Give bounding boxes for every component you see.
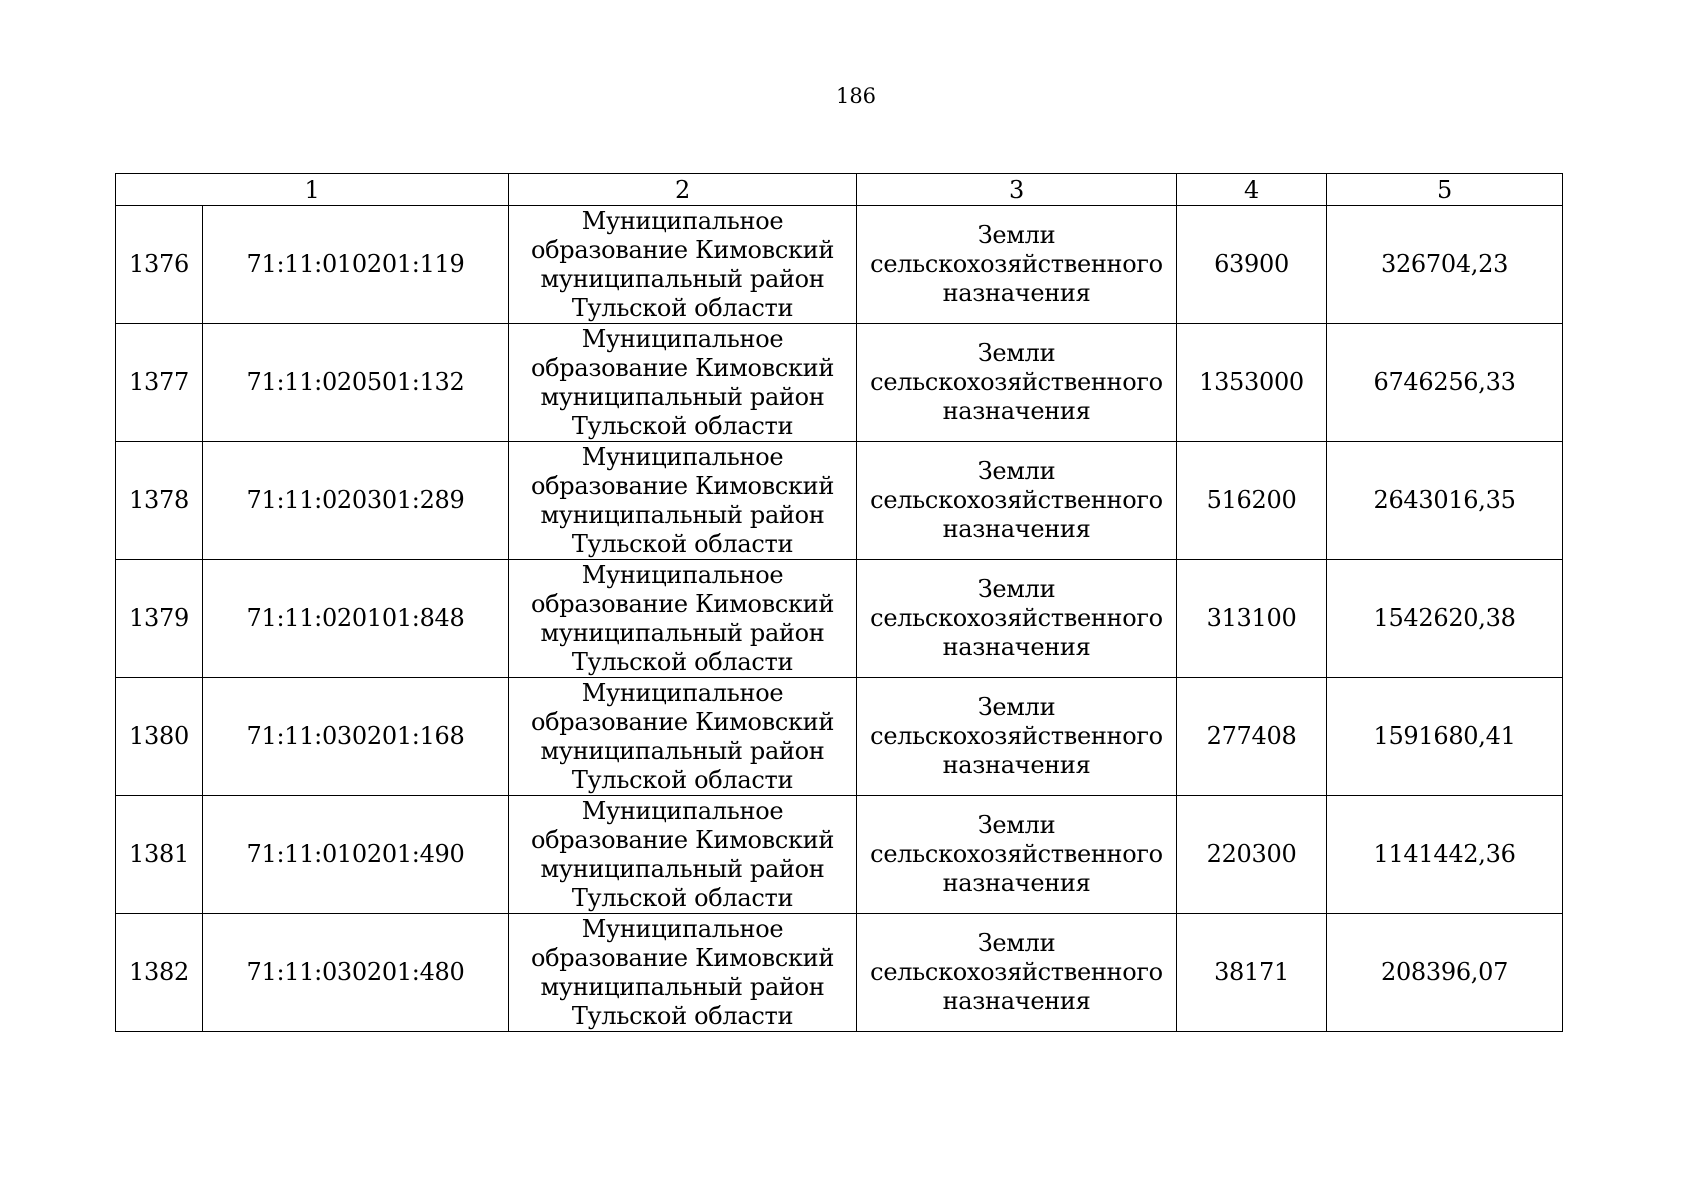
land-category-line: Земли <box>977 693 1056 721</box>
row-number-cell: 1382 <box>116 914 203 1032</box>
row-number-cell: 1380 <box>116 678 203 796</box>
owner-cell <box>509 324 857 442</box>
row-number-cell: 1376 <box>116 206 203 324</box>
owner-line: образование Кимовский <box>530 943 835 972</box>
table-row <box>116 560 1563 678</box>
land-category-line: сельскохозяйственного <box>870 368 1163 396</box>
land-category-line: сельскохозяйственного <box>870 958 1163 986</box>
cadastral-value-cell: 1591680,41 <box>1327 678 1563 796</box>
land-category-cell <box>857 442 1177 560</box>
owner-line: Муниципальное <box>581 678 784 707</box>
land-category-line: Земли <box>977 221 1056 249</box>
owner-cell <box>509 678 857 796</box>
owner-line: Тульской области <box>571 647 794 676</box>
row-number-cell: 1378 <box>116 442 203 560</box>
area-cell: 38171 <box>1177 914 1327 1032</box>
owner-line: Муниципальное <box>581 324 784 353</box>
land-category-cell <box>857 796 1177 914</box>
owner-line: Тульской области <box>571 765 794 794</box>
owner-line: Тульской области <box>571 883 794 912</box>
area-cell: 1353000 <box>1177 324 1327 442</box>
table-row <box>116 914 1563 1032</box>
owner-cell <box>509 560 857 678</box>
owner-cell <box>509 206 857 324</box>
land-category-line: назначения <box>942 751 1091 779</box>
column-header-2: 2 <box>509 174 857 206</box>
owner-line: образование Кимовский <box>530 707 835 736</box>
owner-cell <box>509 442 857 560</box>
owner-line: образование Кимовский <box>530 825 835 854</box>
column-header-4: 4 <box>1177 174 1327 206</box>
owner-line: Тульской области <box>571 411 794 440</box>
land-category-line: назначения <box>942 633 1091 661</box>
owner-line: образование Кимовский <box>530 235 835 264</box>
cadastral-value-cell: 326704,23 <box>1327 206 1563 324</box>
row-number-cell: 1381 <box>116 796 203 914</box>
owner-line: образование Кимовский <box>530 471 835 500</box>
column-header-1: 1 <box>116 174 509 206</box>
owner-line: муниципальный район <box>540 264 825 293</box>
area-cell: 220300 <box>1177 796 1327 914</box>
land-category-line: назначения <box>942 987 1091 1015</box>
land-category-cell <box>857 678 1177 796</box>
land-category-line: назначения <box>942 515 1091 543</box>
land-category-line: назначения <box>942 279 1091 307</box>
table-row <box>116 206 1563 324</box>
cadastral-number-cell: 71:11:030201:480 <box>203 914 509 1032</box>
area-cell: 516200 <box>1177 442 1327 560</box>
owner-line: Тульской области <box>571 529 794 558</box>
owner-cell <box>509 914 857 1032</box>
area-cell: 313100 <box>1177 560 1327 678</box>
owner-line: Тульской области <box>571 293 794 322</box>
owner-line: муниципальный район <box>540 972 825 1001</box>
owner-line: образование Кимовский <box>530 589 835 618</box>
cadastral-number-cell: 71:11:020101:848 <box>203 560 509 678</box>
land-category-cell <box>857 560 1177 678</box>
cadastral-value-cell: 1542620,38 <box>1327 560 1563 678</box>
table-row <box>116 678 1563 796</box>
owner-line: Тульской области <box>571 1001 794 1030</box>
cadastral-number-cell: 71:11:020301:289 <box>203 442 509 560</box>
land-category-line: назначения <box>942 869 1091 897</box>
owner-line: муниципальный район <box>540 736 825 765</box>
land-category-line: сельскохозяйственного <box>870 840 1163 868</box>
land-category-line: сельскохозяйственного <box>870 486 1163 514</box>
land-category-line: сельскохозяйственного <box>870 250 1163 278</box>
cadastral-number-cell: 71:11:030201:168 <box>203 678 509 796</box>
owner-line: Муниципальное <box>581 796 784 825</box>
land-category-line: Земли <box>977 811 1056 839</box>
owner-line: муниципальный район <box>540 382 825 411</box>
column-header-3: 3 <box>857 174 1177 206</box>
land-category-cell <box>857 206 1177 324</box>
owner-line: муниципальный район <box>540 854 825 883</box>
owner-line: образование Кимовский <box>530 353 835 382</box>
cadastral-number-cell: 71:11:020501:132 <box>203 324 509 442</box>
land-category-cell <box>857 914 1177 1032</box>
table-row <box>116 796 1563 914</box>
land-category-cell <box>857 324 1177 442</box>
table-row <box>116 442 1563 560</box>
area-cell: 277408 <box>1177 678 1327 796</box>
column-number-row <box>116 174 1563 206</box>
owner-cell <box>509 796 857 914</box>
cadastral-value-cell: 6746256,33 <box>1327 324 1563 442</box>
land-category-line: назначения <box>942 397 1091 425</box>
land-category-line: Земли <box>977 339 1056 367</box>
owner-line: Муниципальное <box>581 206 784 235</box>
land-category-line: Земли <box>977 929 1056 957</box>
owner-line: Муниципальное <box>581 914 784 943</box>
land-category-line: Земли <box>977 457 1056 485</box>
table-row <box>116 324 1563 442</box>
owner-line: муниципальный район <box>540 500 825 529</box>
owner-line: Муниципальное <box>581 442 784 471</box>
cadastral-number-cell: 71:11:010201:119 <box>203 206 509 324</box>
column-header-5: 5 <box>1327 174 1563 206</box>
land-category-line: сельскохозяйственного <box>870 604 1163 632</box>
land-category-line: Земли <box>977 575 1056 603</box>
row-number-cell: 1377 <box>116 324 203 442</box>
cadastral-value-cell: 2643016,35 <box>1327 442 1563 560</box>
owner-line: Муниципальное <box>581 560 784 589</box>
cadastral-value-cell: 1141442,36 <box>1327 796 1563 914</box>
cadastral-number-cell: 71:11:010201:490 <box>203 796 509 914</box>
cadastral-value-cell: 208396,07 <box>1327 914 1563 1032</box>
area-cell: 63900 <box>1177 206 1327 324</box>
owner-line: муниципальный район <box>540 618 825 647</box>
page-number: 186 <box>835 84 877 108</box>
land-category-line: сельскохозяйственного <box>870 722 1163 750</box>
land-registry-table <box>115 173 1563 1032</box>
row-number-cell: 1379 <box>116 560 203 678</box>
